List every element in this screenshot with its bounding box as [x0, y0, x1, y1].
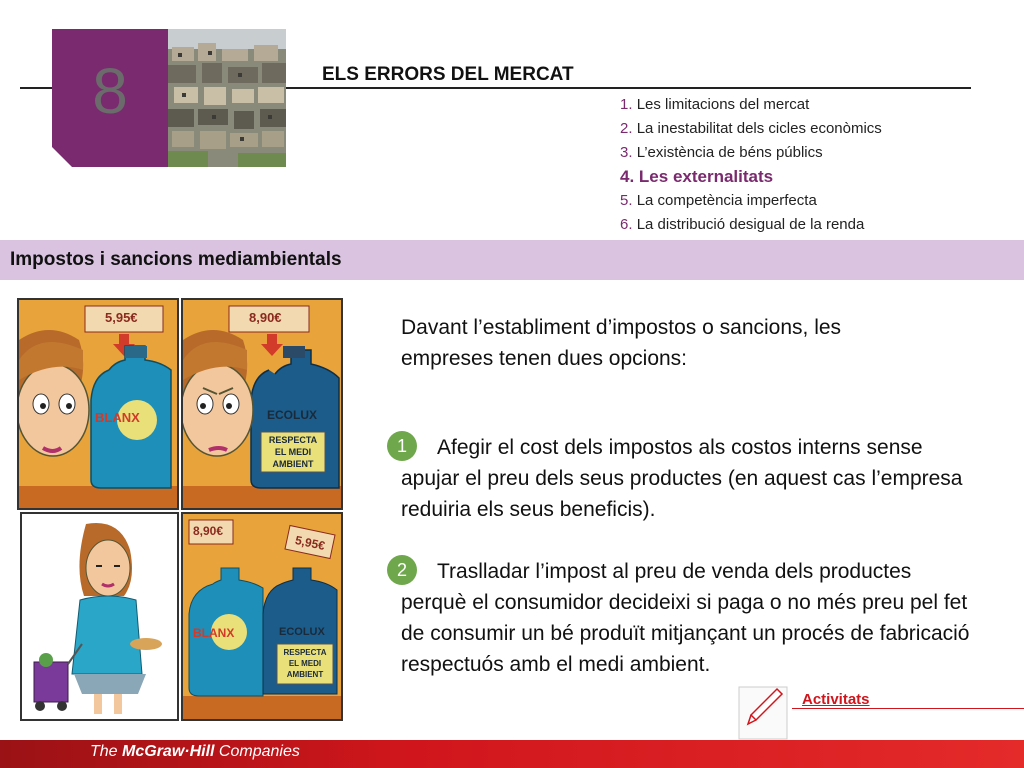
activities-link[interactable]: Activitats — [802, 691, 870, 708]
price-tag-ecolux: 8,90€ — [249, 310, 282, 325]
comic-panel-3 — [20, 512, 179, 721]
publisher-logo: The McGraw·Hill Companies — [90, 743, 300, 760]
chapter-notch-icon — [52, 29, 168, 167]
table-of-contents — [620, 93, 882, 237]
price-tag-ecolux-2: 8,90€ — [193, 524, 224, 538]
toc-item-4-active[interactable]: 4. Les externalitats — [620, 167, 774, 186]
toc-item-3[interactable]: 3. L’existència de béns públics — [620, 144, 823, 161]
comic-panel-2 — [181, 298, 343, 510]
section-band — [0, 240, 1024, 280]
toc-item-2[interactable]: 2. La inestabilitat dels cicles econòmics — [620, 120, 882, 137]
comic-panel-4 — [181, 512, 343, 721]
chapter-number: 8 — [92, 55, 128, 127]
brand-label-ecolux-2: ECOLUX — [279, 626, 325, 638]
brand-label-blanx: BLANX — [95, 410, 140, 425]
option-1-text: Afegir el cost dels impostos als costos interns sense apujar el preu dels seus productes (en aquest cas l’empresa reduiria els seus beneficis). — [401, 436, 963, 521]
option-2-badge: 2 — [387, 555, 417, 585]
toc-item-6[interactable]: 6. La distribució desigual de la renda — [620, 216, 865, 233]
footer-bar — [0, 740, 1024, 768]
option-1-badge: 1 — [387, 431, 417, 461]
activities-rule — [792, 708, 1024, 709]
eco-label-2: RESPECTA EL MEDI AMBIENT — [283, 648, 327, 679]
brand-label-blanx-2: BLANX — [193, 626, 235, 640]
price-tag-blanx: 5,95€ — [105, 310, 138, 325]
eco-label: RESPECTA EL MEDI AMBIENT — [268, 435, 318, 469]
chapter-badge — [52, 29, 168, 167]
toc-item-5[interactable]: 5. La competència imperfecta — [620, 192, 817, 209]
pencil-paper-icon[interactable] — [733, 683, 793, 743]
toc-item-1[interactable]: 1. Les limitacions del mercat — [620, 96, 810, 113]
comic-panel-1 — [17, 298, 179, 510]
option-2-text: Traslladar l’impost al preu de venda dels productes perquè el consumidor decideixi si paga o no més preu pel fet de consumir un bé produït mitjançant un procés de fabricació respectuós amb el medi ambient. — [401, 560, 970, 676]
customer-ecolux-illustration — [183, 300, 341, 508]
price-tag-blanx-2: 5,95€ — [293, 533, 327, 553]
chapter-title: ELS ERRORS DEL MERCAT — [322, 64, 574, 85]
intro-text: Davant l’establiment d’impostos o sancions, les empreses tenen dues opcions: — [401, 316, 842, 370]
section-title: Impostos i sancions mediambientals — [10, 249, 342, 270]
hillside-houses-photo — [168, 29, 286, 167]
customer-blanx-illustration — [19, 300, 177, 508]
shopper-walking-illustration — [22, 514, 177, 719]
brand-label-ecolux: ECOLUX — [267, 408, 318, 422]
